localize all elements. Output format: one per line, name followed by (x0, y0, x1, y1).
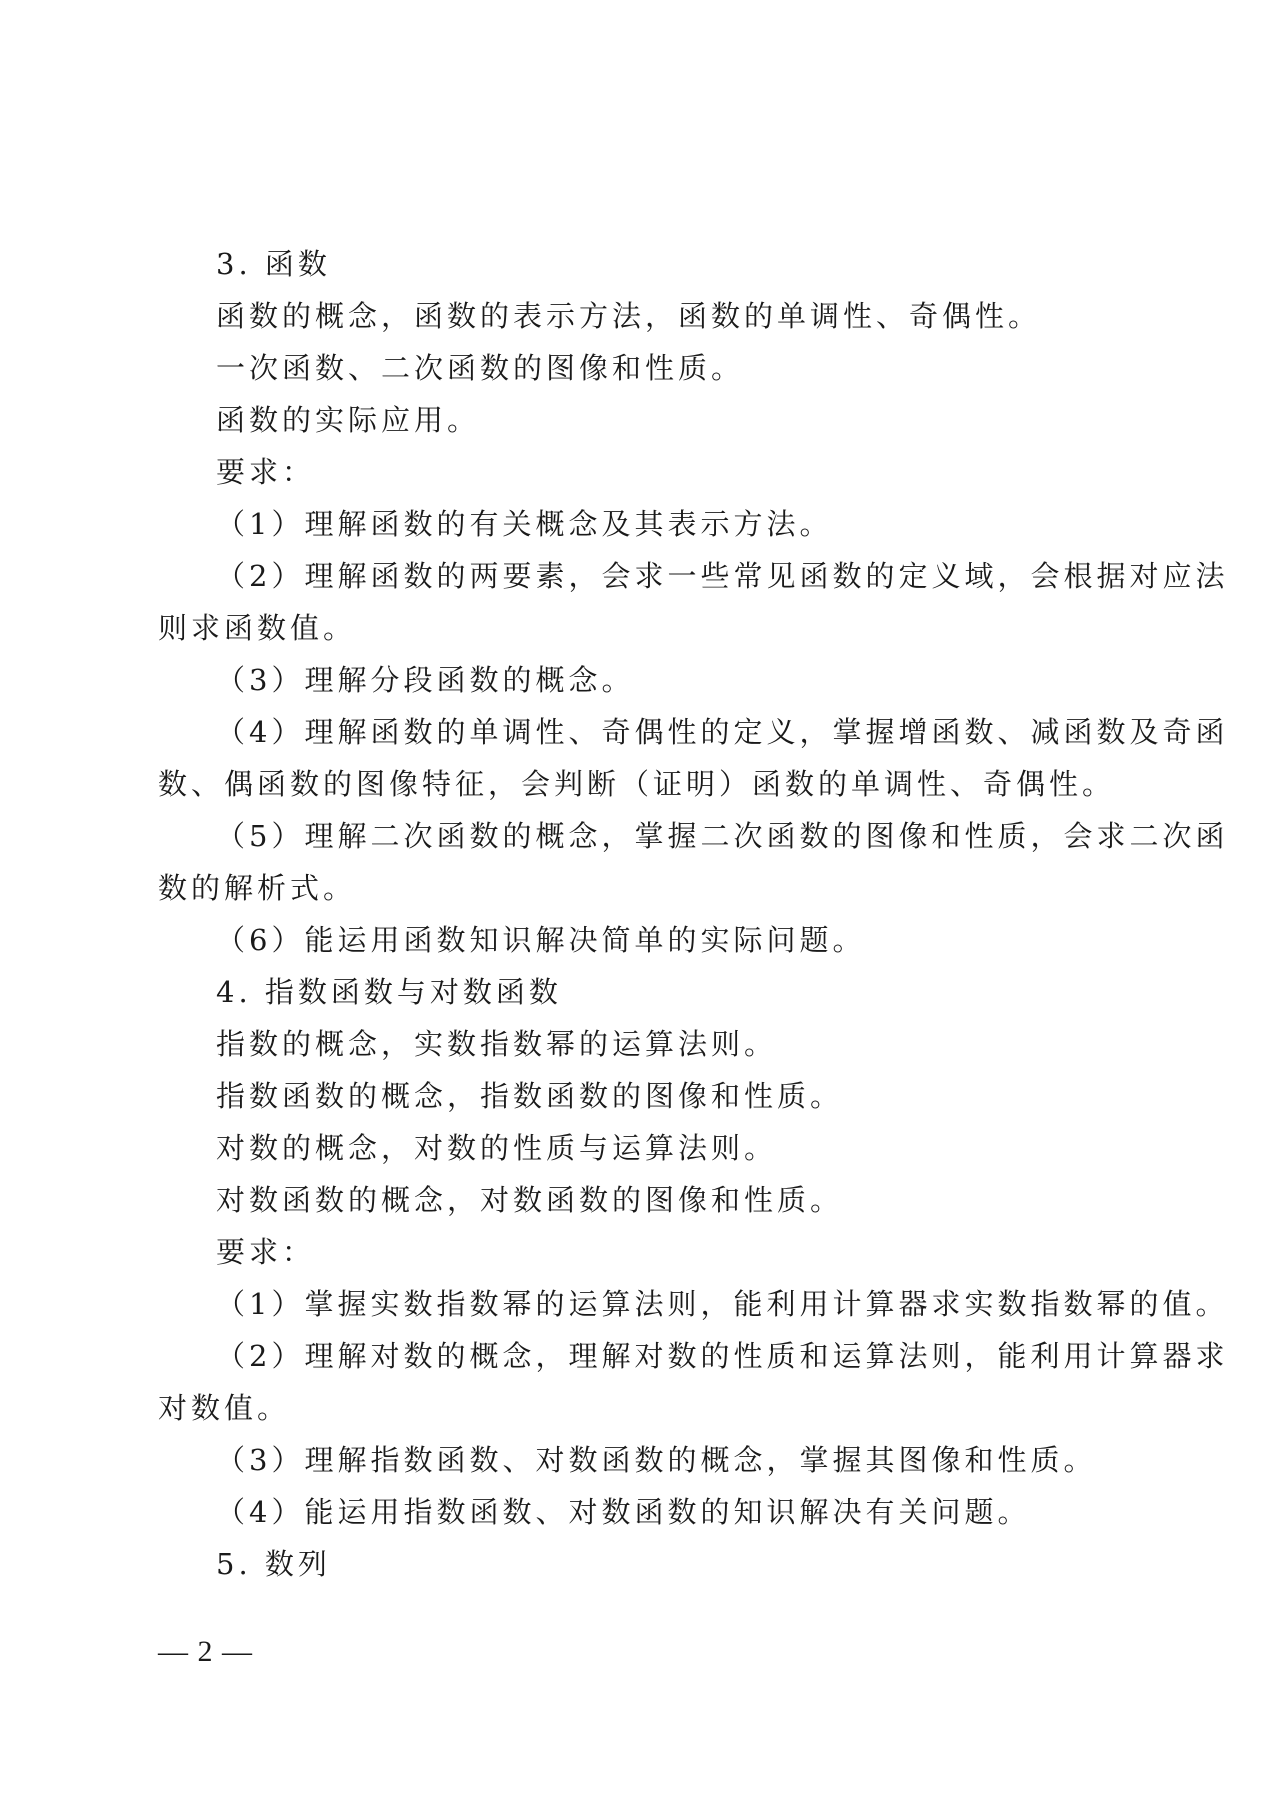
section-3-requirement-4-continued: 数、偶函数的图像特征，会判断（证明）函数的单调性、奇偶性。 (158, 767, 1116, 801)
section-3-requirement-2: （2）理解函数的两要素，会求一些常见函数的定义域，会根据对应法 (216, 559, 1229, 593)
section-3-requirement-6: （6）能运用函数知识解决简单的实际问题。 (216, 923, 866, 957)
section-3-topic: 一次函数、二次函数的图像和性质。 (216, 351, 745, 385)
section-4-heading: 4. 指数函数与对数函数 (216, 975, 562, 1009)
section-3-topic: 函数的概念，函数的表示方法，函数的单调性、奇偶性。 (216, 299, 1042, 333)
section-4-topic: 指数函数的概念，指数函数的图像和性质。 (216, 1079, 844, 1113)
section-4-topic: 对数的概念，对数的性质与运算法则。 (216, 1131, 778, 1165)
section-3-requirement-3: （3）理解分段函数的概念。 (216, 663, 635, 697)
section-4-topic: 对数函数的概念，对数函数的图像和性质。 (216, 1183, 844, 1217)
document-body (158, 238, 1229, 1590)
section-3-heading: 3. 函数 (216, 247, 331, 281)
section-4-requirement-4: （4）能运用指数函数、对数函数的知识解决有关问题。 (216, 1495, 1031, 1529)
section-3-requirement-4: （4）理解函数的单调性、奇偶性的定义，掌握增函数、减函数及奇函 (216, 715, 1229, 749)
section-4-requirement-2-continued: 对数值。 (158, 1391, 291, 1425)
section-3-topic: 函数的实际应用。 (216, 403, 481, 437)
section-4-requirement-3: （3）理解指数函数、对数函数的概念，掌握其图像和性质。 (216, 1443, 1097, 1477)
section-5-heading: 5. 数列 (216, 1547, 331, 1581)
section-3-requirement-1: （1）理解函数的有关概念及其表示方法。 (216, 507, 833, 541)
section-3-requirement-5-continued: 数的解析式。 (158, 871, 357, 905)
section-4-requirement-1: （1）掌握实数指数幂的运算法则，能利用计算器求实数指数幂的值。 (216, 1287, 1229, 1321)
section-4-topic: 指数的概念，实数指数幂的运算法则。 (216, 1027, 778, 1061)
section-3-requirement-2-continued: 则求函数值。 (158, 611, 357, 645)
section-3-requirement-5: （5）理解二次函数的概念，掌握二次函数的图像和性质，会求二次函 (216, 819, 1229, 853)
page-number: — 2 — (158, 1635, 253, 1668)
section-4-requirement-2: （2）理解对数的概念，理解对数的性质和运算法则，能利用计算器求 (216, 1339, 1229, 1373)
section-3-requirements-label: 要求： (216, 455, 316, 489)
section-4-requirements-label: 要求： (216, 1235, 316, 1269)
